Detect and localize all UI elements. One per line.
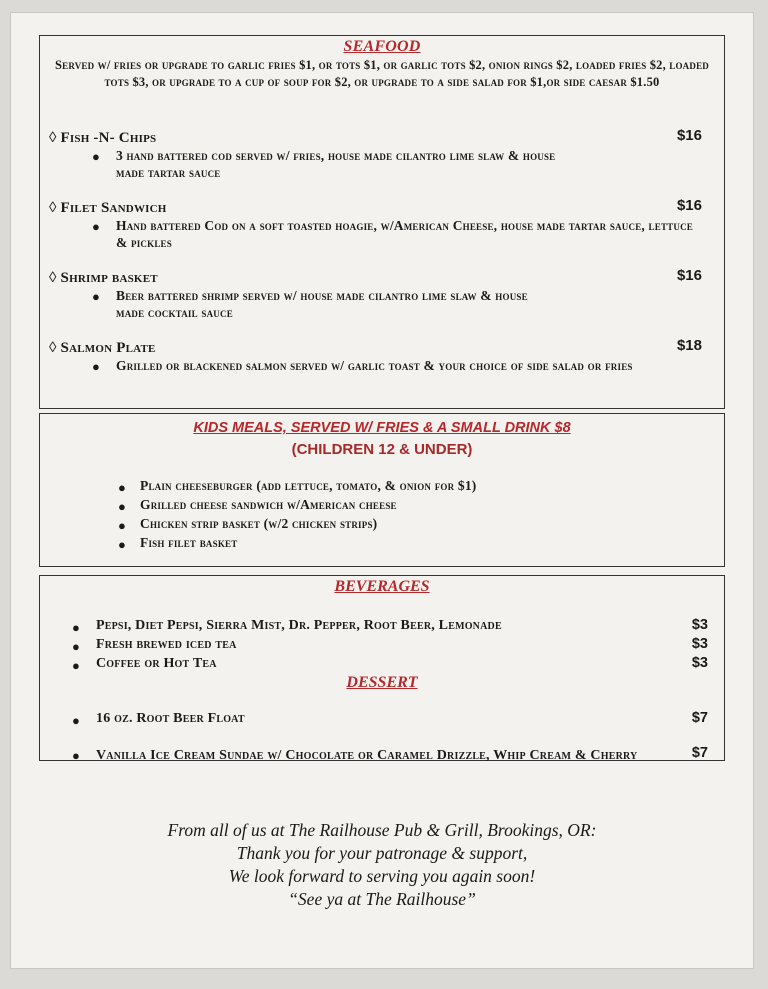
item-name-fish-n-chips: ◊ Fish -N- Chips — [49, 130, 157, 146]
item-desc-shrimp-basket: Beer battered shrimp served w/ house made cilantro lime slaw & house made cocktail sauce — [116, 288, 528, 320]
footer-line-4: “See ya at The Railhouse” — [288, 889, 476, 909]
seafood-title: SEAFOOD — [343, 38, 421, 55]
bullet-icon: ● — [118, 499, 126, 514]
beverage-item: Fresh brewed iced tea — [96, 637, 237, 652]
dessert-price: $7 — [691, 710, 708, 726]
item-name-salmon-plate: ◊ Salmon Plate — [49, 340, 156, 356]
beverages-title: BEVERAGES — [334, 578, 430, 595]
dessert-item: Vanilla Ice Cream Sundae w/ Chocolate or Caramel Drizzle, Whip Cream & Cherry — [96, 748, 638, 763]
kids-item: Plain cheeseburger (add lettuce, tomato, & onion for $1) — [140, 478, 477, 493]
item-price-fish-n-chips: $16 — [676, 127, 702, 144]
item-name-filet-sandwich: ◊ Filet Sandwich — [49, 200, 167, 216]
bullet-icon: ● — [72, 639, 80, 654]
bullet-icon: ● — [118, 518, 126, 533]
kids-item: Chicken strip basket (w/2 chicken strips) — [140, 516, 378, 531]
item-price-filet-sandwich: $16 — [676, 197, 702, 214]
bullet-icon: ● — [72, 748, 80, 763]
item-price-salmon-plate: $18 — [676, 337, 702, 354]
footer-line-2: Thank you for your patronage & support, — [236, 843, 528, 863]
bullet-icon: ● — [72, 658, 80, 673]
bullet-icon: ● — [118, 480, 126, 495]
bullet-icon: ● — [92, 359, 100, 374]
kids-section — [39, 413, 725, 567]
item-name-shrimp-basket: ◊ Shrimp basket — [49, 270, 158, 286]
item-desc-fish-n-chips: 3 hand battered cod served w/ fries, house made cilantro lime slaw & house made tartar sauce — [116, 148, 556, 180]
bullet-icon: ● — [118, 537, 126, 552]
dessert-title: DESSERT — [346, 674, 418, 691]
beverage-price: $3 — [691, 617, 708, 633]
bullet-icon: ● — [72, 713, 80, 728]
bullet-icon: ● — [72, 620, 80, 635]
bullet-icon: ● — [92, 219, 100, 234]
kids-item: Grilled cheese sandwich w/American cheese — [140, 497, 397, 512]
item-desc-filet-sandwich: Hand battered Cod on a soft toasted hoagie, w/American Cheese, house made tartar sauce, lettuce & pickles — [116, 218, 693, 250]
dessert-price: $7 — [691, 745, 708, 761]
beverages-section — [39, 575, 725, 761]
kids-item: Fish filet basket — [140, 535, 238, 550]
kids-title: KIDS MEALS, SERVED W/ FRIES & A SMALL DRINK $8 — [193, 420, 571, 436]
kids-subtitle: (CHILDREN 12 & UNDER) — [291, 441, 473, 458]
footer-message — [11, 819, 753, 911]
beverage-price: $3 — [691, 655, 708, 671]
footer-line-3: We look forward to serving you again soon! — [228, 866, 536, 886]
beverage-item: Pepsi, Diet Pepsi, Sierra Mist, Dr. Pepper, Root Beer, Lemonade — [96, 618, 502, 633]
menu-page — [10, 12, 754, 969]
bullet-icon: ● — [92, 149, 100, 164]
beverage-item: Coffee or Hot Tea — [96, 656, 217, 671]
seafood-section — [39, 35, 725, 409]
item-price-shrimp-basket: $16 — [676, 267, 702, 284]
dessert-item: 16 oz. Root Beer Float — [96, 711, 245, 726]
item-desc-salmon-plate: Grilled or blackened salmon served w/ garlic toast & your choice of side salad or fries — [116, 358, 633, 373]
seafood-intro: Served w/ fries or upgrade to garlic fries $1, or tots $1, or garlic tots $2, onion rings $2, loaded fries $2, loaded tots $3, or upgrade to a cup of soup for $2, or upgrade to a side salad for $1,or side caesar $1.50 — [55, 58, 709, 89]
beverage-price: $3 — [691, 636, 708, 652]
footer-line-1: From all of us at The Railhouse Pub & Grill, Brookings, OR: — [167, 820, 597, 840]
bullet-icon: ● — [92, 289, 100, 304]
